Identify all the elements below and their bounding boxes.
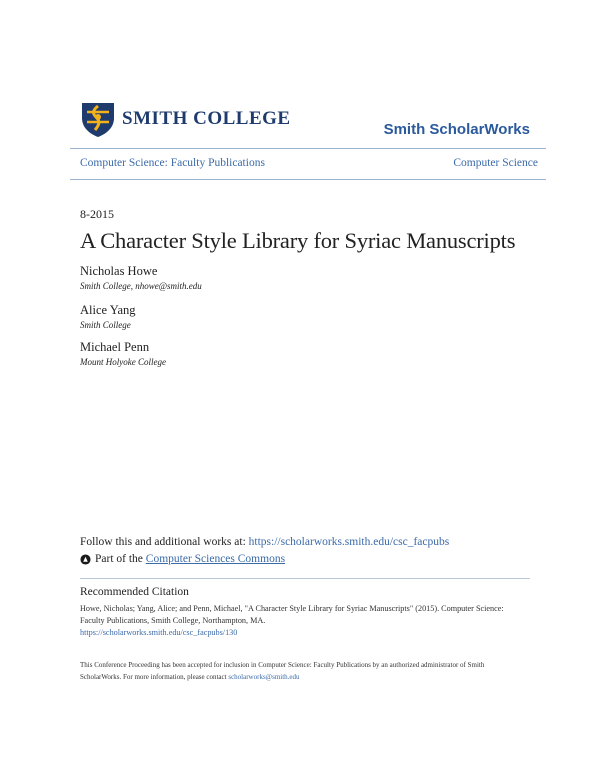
paper-title: A Character Style Library for Syriac Manuscripts [80,228,516,253]
author-block [80,340,166,367]
header-divider-top [70,148,546,149]
partof-label: Part of the [95,553,143,565]
college-name: SMITH COLLEGE [122,108,291,129]
author-affiliation: Smith College [80,320,131,330]
author-block [80,264,202,291]
author-name: Michael Penn [80,340,150,354]
citation-url-link[interactable]: https://scholarworks.smith.edu/csc_facpubs/130 [80,628,238,637]
citation-block [80,603,520,639]
author-name: Alice Yang [80,303,136,317]
author-affiliation: Mount Holyoke College [80,357,166,367]
citation-divider [80,578,530,579]
commons-link[interactable]: Computer Sciences Commons [145,553,286,565]
collection-link[interactable]: Computer Science: Faculty Publications [80,157,265,169]
follow-url-link[interactable]: https://scholarworks.smith.edu/csc_facpubs [248,536,450,548]
bepress-commons-icon [80,554,91,565]
partof-line [80,553,285,565]
inclusion-notice [80,659,520,683]
author-affiliation: Smith College, nhowe@smith.edu [80,281,202,291]
smith-college-logo[interactable] [80,99,295,139]
contact-email-link[interactable]: scholarworks@smith.edu [228,673,300,681]
follow-label: Follow this and additional works at: [80,536,249,548]
smith-college-shield-icon [80,100,116,138]
notice-text: This Conference Proceeding has been accepted for inclusion in Computer Science: Faculty Publications by an authorized administrator of Smith ScholarWorks. For more information, please contact [80,661,485,681]
department-link[interactable]: Computer Science [453,157,538,169]
follow-line [80,536,449,548]
author-block [80,303,136,330]
author-name: Nicholas Howe [80,264,158,278]
header-divider-bottom [70,179,546,180]
citation-heading: Recommended Citation [80,586,189,598]
citation-text: Howe, Nicholas; Yang, Alice; and Penn, Michael, "A Character Style Library for Syriac Manuscripts" (2015). Computer Science: Faculty Publications, Smith College, Northampton, MA. [80,604,504,625]
publication-date: 8-2015 [80,207,114,221]
repository-name[interactable]: Smith ScholarWorks [383,121,530,138]
